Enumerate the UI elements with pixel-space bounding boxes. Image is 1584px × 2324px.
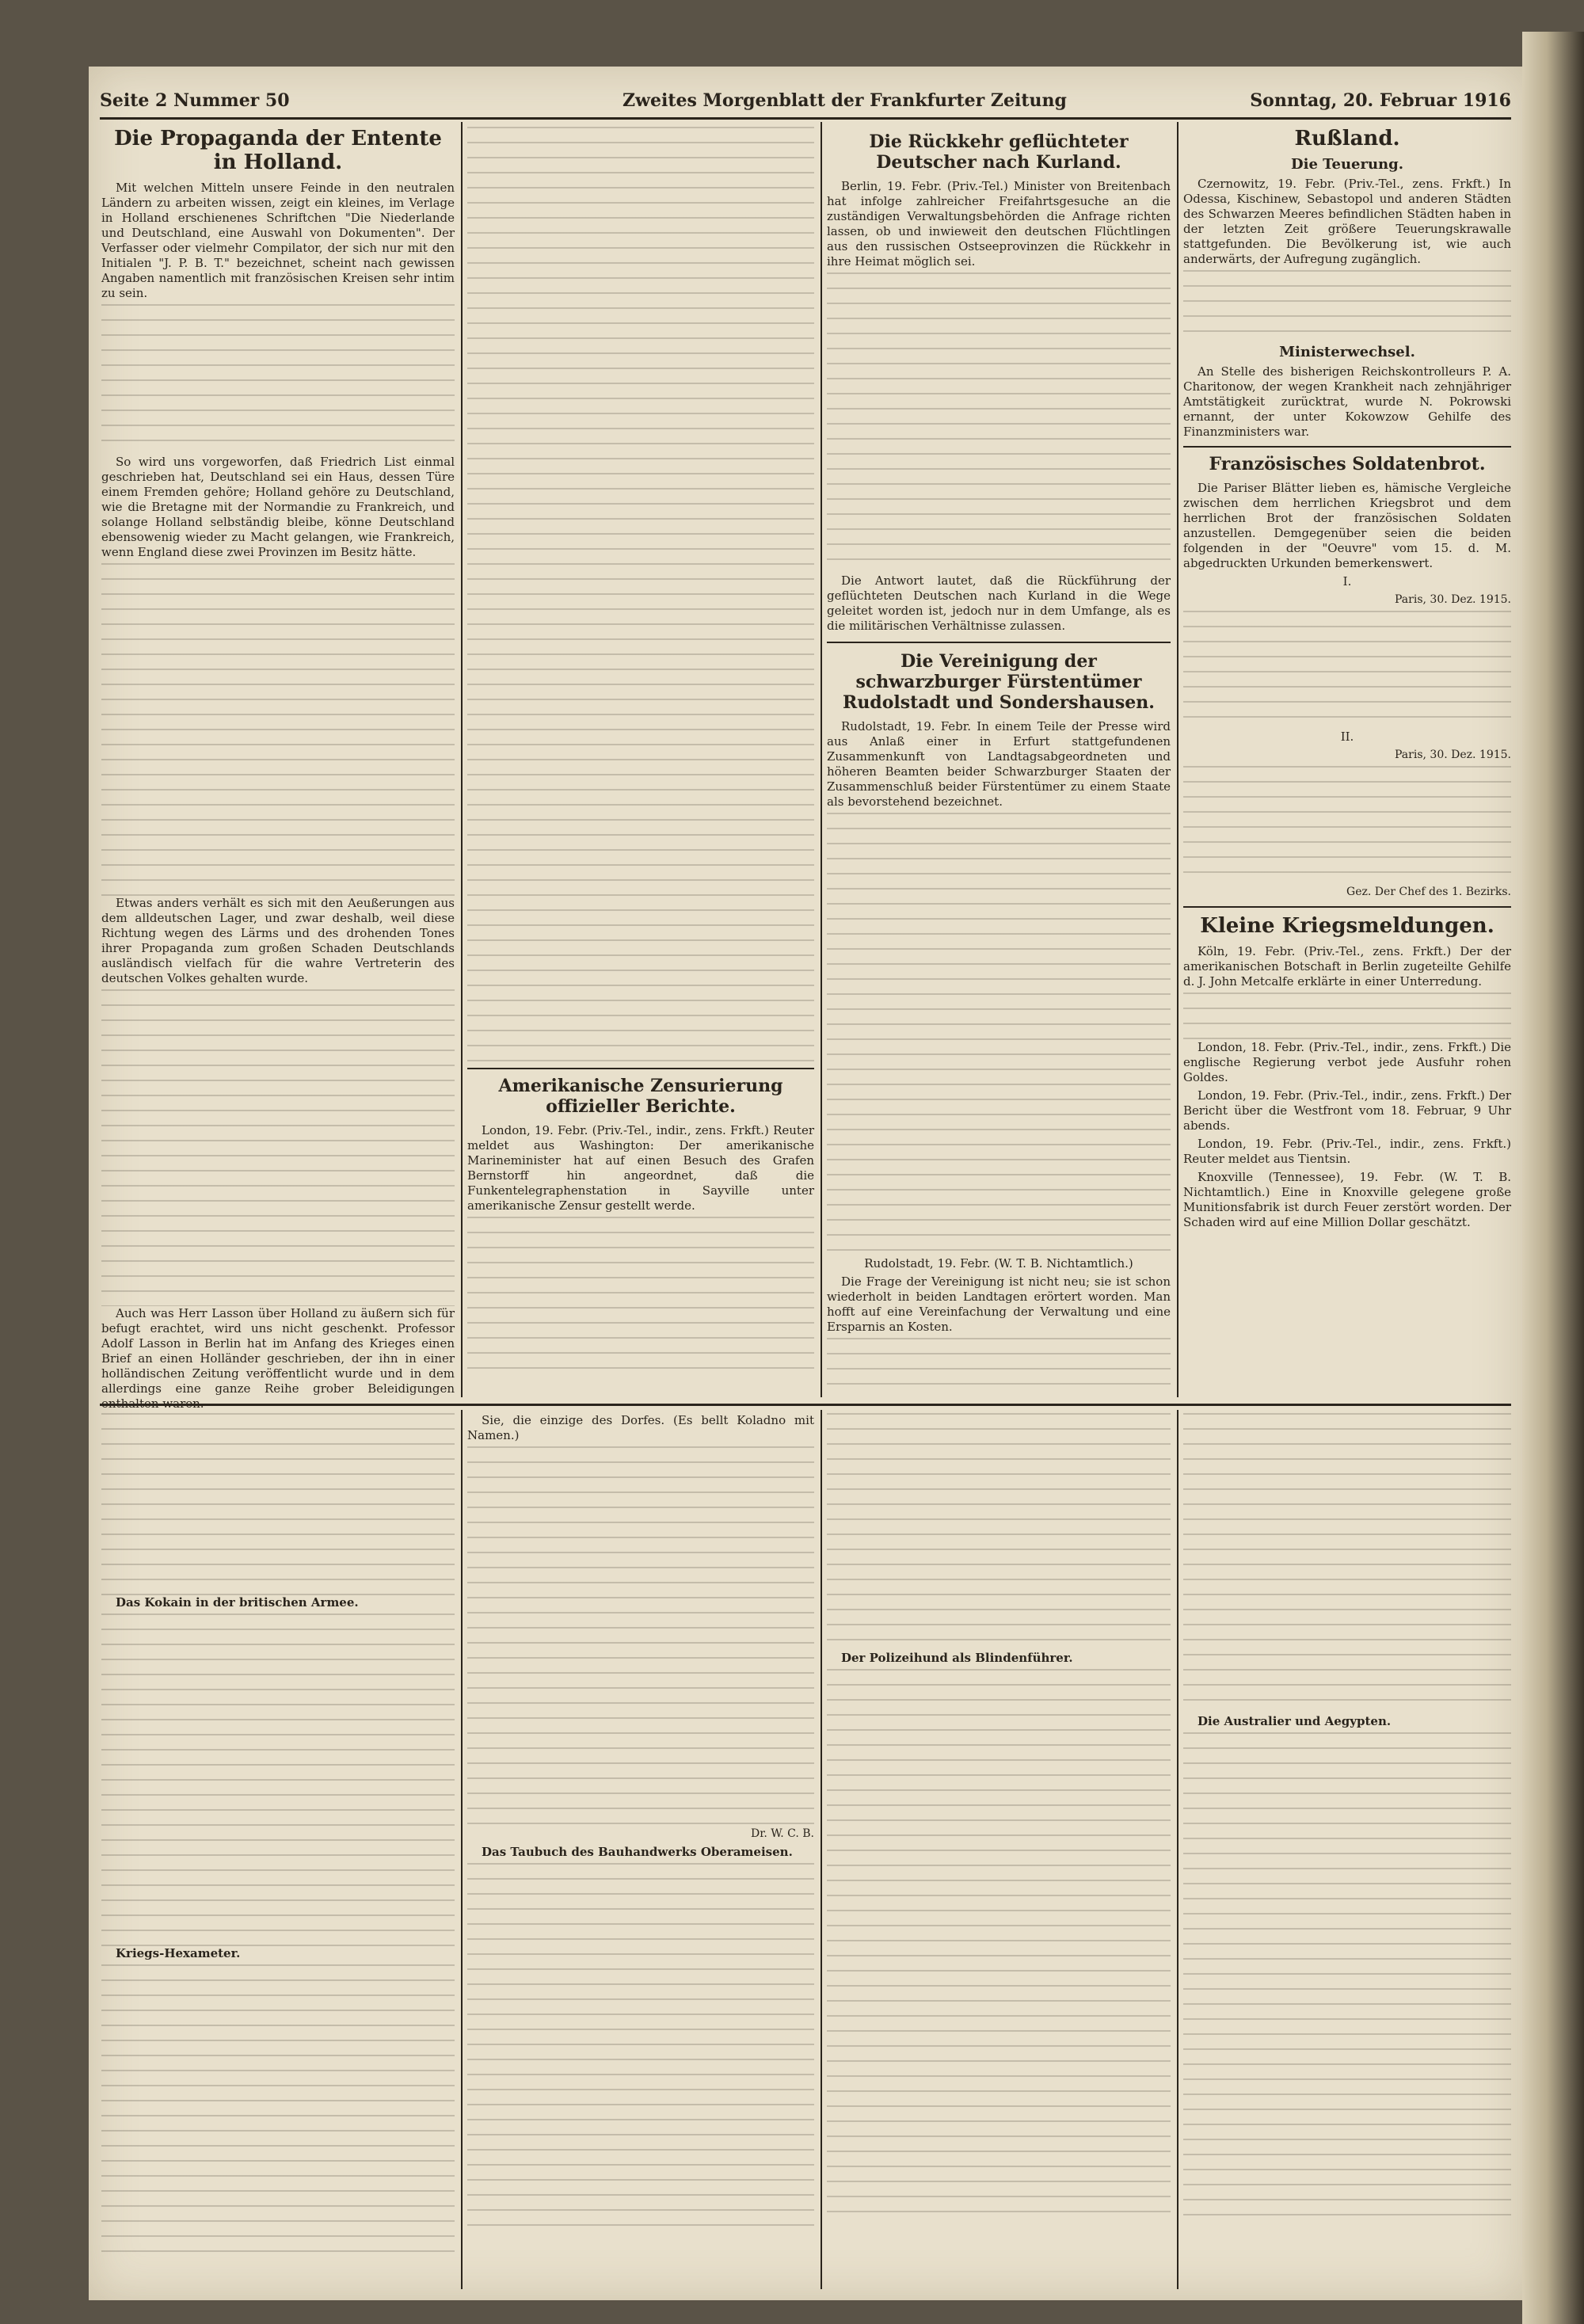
text-lines [827,813,1171,1256]
paragraph: Die Antwort lautet, daß die Rückführung der geflüchteten Deutschen nach Kurland in die Wege geleitet worden ist, jedoch nur in dem Umfange, als es die militärischen Verhältnisse zulassen. [827,573,1171,633]
page-header [100,86,1511,120]
feuilleton-col-4 [1183,1413,1511,2284]
paragraph: London, 19. Febr. (Priv.-Tel., indir., zens. Frkft.) Reuter meldet aus Washington: Der amerikanische Marineminister hat auf einen Besuch des Grafen Bernstorff hin angeordnet, daß die Funkentelegraphenstation in Sayville unter amerikanische Zensur gestellt werde. [467,1123,814,1213]
paragraph: London, 19. Febr. (Priv.-Tel., indir., zens. Frkft.) Der Bericht über die Westfront vom 18. Februar, 9 Uhr abends. [1183,1088,1511,1133]
paragraph: Köln, 19. Febr. (Priv.-Tel., zens. Frkft.) Der der amerikanischen Botschaft in Berlin zugeteilte Gehilfe d. J. John Metcalfe erklärte in einer Unterredung. [1183,944,1511,989]
text-lines [827,272,1171,573]
text-lines [467,127,814,1061]
paragraph: London, 18. Febr. (Priv.-Tel., indir., zens. Frkft.) Die englische Regierung verbot jede Ausfuhr rohen Goldes. [1183,1040,1511,1084]
text-lines [1183,611,1511,730]
subheading: Das Taubuch des Bauhandwerks Oberameisen. [482,1845,793,1859]
paragraph: Sie, die einzige des Dorfes. (Es bellt Koladno mit Namen.) [467,1413,814,1442]
column-rule [1177,1410,1178,2289]
article-title: Amerikanische Zensurierung offizieller Berichte. [498,1076,783,1117]
book-spine [1522,32,1584,2324]
article-title: Rußland. [1294,127,1400,150]
page-number: Seite 2 Nummer 50 [100,90,290,111]
article-title: Die Vereinigung der schwarzburger Fürstentümer Rudolstadt und Sondershausen. [843,651,1155,713]
paragraph: An Stelle des bisherigen Reichskontrolleurs P. A. Charitonow, der wegen Krankheit nach zehnjähriger Amtstätigkeit zurücktrat, wurde N. Pokrowski ernannt, der unter Kokowzow Gehilfe des Finanzministers war. [1183,364,1511,439]
subheading: Die Teuerung. [1291,156,1403,173]
feuilleton-col-1 [101,1413,455,2284]
text-lines [827,1413,1171,1651]
signature: Dr. W. C. B. [751,1827,814,1840]
text-lines [1183,992,1511,1040]
article-propaganda [101,127,455,1411]
column-rule [821,1410,822,2289]
article-propaganda-continued [467,127,814,1397]
subheading: Kriegs-Hexameter. [116,1946,241,1960]
section-number: I. [1342,574,1352,589]
newspaper-page [89,67,1522,2300]
paragraph: Knoxville (Tennessee), 19. Febr. (W. T. B. Nichtamtlich.) Eine in Knoxville gelegene große Munitionsfabrik ist durch Feuer zerstört worden. Der Schaden wird auf eine Million Dollar geschätzt. [1183,1170,1511,1229]
dateline: Paris, 30. Dez. 1915. [1395,749,1511,761]
paragraph: Czernowitz, 19. Febr. (Priv.-Tel., zens. Frkft.) In Odessa, Kischinew, Sebastopol und anderen Städten des Schwarzen Meeres befindlichen Städten haben in der letzten Zeit größere Teuerungskrawalle stattgefunden. Die Bevölkerung ist, wie auch anderwärts, der Aufregung zugänglich. [1183,177,1511,266]
text-lines [101,1613,455,1946]
paragraph: Berlin, 19. Febr. (Priv.-Tel.) Minister von Breitenbach hat infolge zahlreicher Freifahrtsgesuche an die zuständigen Verwaltungsbehörden die Anfrage richten lassen, ob und inwieweit den deutschen Flüchtlingen aus den russischen Ostseeprovinzen die Rückkehr in ihre Heimat möglich sei. [827,179,1171,269]
paragraph: So wird uns vorgeworfen, daß Friedrich List einmal geschrieben hat, Deutschland sei ein Haus, dessen Türe einem Fremden gehöre; Holland gehöre zu Deutschland, wie die Bretagne mit der Normandie zu Frankreich, und solange Holland selbständig bleibe, könne Deutschland ebensowenig wieder zu Macht gelangen, wie Frankreich, wenn England diese zwei Provinzen im Besitz hätte. [101,455,455,559]
paragraph: London, 19. Febr. (Priv.-Tel., indir., zens. Frkft.) Reuter meldet aus Tientsin. [1183,1137,1511,1166]
paragraph: Die Frage der Vereinigung ist nicht neu; sie ist schon wiederholt in beiden Landtagen erörtert worden. Man hofft auf eine Vereinfachung der Verwaltung und eine Ersparnis an Kosten. [827,1274,1171,1334]
column-rule [821,122,822,1397]
subheading: Die Australier und Aegypten. [1198,1714,1392,1728]
text-lines [467,1863,814,2227]
column-rule [1177,122,1178,1397]
paragraph: Auch was Herr Lasson über Holland zu äußern sich für befugt erachtet, wird uns nicht geschenkt. Professor Adolf Lasson in Berlin hat im Anfang des Krieges einen Brief an einen Holländer geschrieben, der ihn in einer holländischen Zeitung veröffentlicht wurde und in dem allerdings eine ganze Reihe grober Beleidigungen enthalten waren. [101,1306,455,1411]
article-title: Französisches Soldatenbrot. [1209,454,1486,474]
column-rule [461,1410,463,2289]
feuilleton-col-3 [827,1413,1171,2284]
paragraph: Mit welchen Mitteln unsere Feinde in den neutralen Ländern zu arbeiten wissen, zeigt ein kleines, im Verlage in Holland erschienenes Schriftchen "Die Niederlande und Deutschland, eine Auswahl von Dokumenten". Der Verfasser oder vielmehr Compilator, der sich nur mit den Initialen "J. P. B. T." bezeichnet, scheint nach gewissen Angaben namentlich mit französischen Kreisen sehr intim zu sein. [101,181,455,300]
section-number: II. [1340,730,1354,744]
issue-date: Sonntag, 20. Februar 1916 [1250,90,1511,111]
text-lines [101,1964,455,2265]
text-lines [1183,766,1511,885]
text-lines [101,1413,455,1595]
article-rule [1183,906,1511,908]
article-rule [467,1068,814,1069]
column-rule [461,122,463,1397]
paragraph: Etwas anders verhält es sich mit den Aeußerungen aus dem alldeutschen Lager, und zwar deshalb, weil diese Richtung wegen des Lärms und des drohenden Tones ihrer Propaganda zum großen Schaden Deutschlands ausländisch vielfach für die wahre Vertreterin des deutschen Volkes gehalten wurde. [101,896,455,985]
article-title: Die Propaganda der Entente in Holland. [114,127,442,174]
article-rule [827,642,1171,643]
subheading: Der Polizeihund als Blindenführer. [841,1651,1073,1665]
article-title: Kleine Kriegsmeldungen. [1200,914,1495,938]
text-lines [101,563,455,896]
text-lines [467,1446,814,1827]
article-russland [1183,127,1511,1397]
subheading: Ministerwechsel. [1279,344,1415,360]
text-lines [827,1338,1171,1385]
article-rule [1183,446,1511,448]
paragraph: Rudolstadt, 19. Febr. In einem Teile der Presse wird aus Anlaß einer in Erfurt stattgefundenen Zusammenkunft von Landtagsabgeordneten und höheren Beamten beider Schwarzburger Staaten der Zusammenschluß beider Fürstentümer zu einem Staate als bevorstehend bezeichnet. [827,719,1171,809]
article-kurland [827,127,1171,1397]
text-lines [467,1217,814,1375]
text-lines [1183,1413,1511,1714]
signature: Gez. Der Chef des 1. Bezirks. [1346,886,1511,898]
masthead: Zweites Morgenblatt der Frankfurter Zeitung [623,90,1067,111]
subheading: Das Kokain in der britischen Armee. [116,1595,359,1610]
article-title: Die Rückkehr geflüchteter Deutscher nach Kurland. [869,131,1129,173]
text-lines [101,304,455,455]
text-lines [827,1669,1171,2223]
text-lines [1183,270,1511,341]
dateline: Paris, 30. Dez. 1915. [1395,593,1511,606]
text-lines [101,989,455,1306]
paragraph: Die Pariser Blätter lieben es, hämische Vergleiche zwischen dem herrlichen Kriegsbrot und dem herrlichen Brot der französischen Soldaten anzustellen. Demgegenüber seien die beiden folgenden in der "Oeuvre" vom 15. d. M. abgedruckten Urkunden bemerkenswert. [1183,481,1511,570]
feuilleton-col-2 [467,1413,814,2284]
dateline: Rudolstadt, 19. Febr. (W. T. B. Nichtamtlich.) [864,1256,1133,1271]
text-lines [1183,1732,1511,2223]
